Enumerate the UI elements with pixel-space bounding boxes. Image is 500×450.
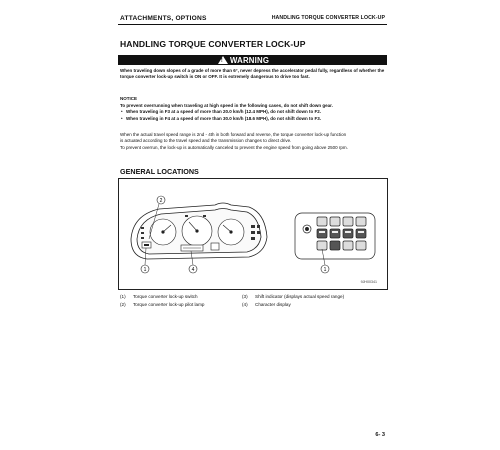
body-line: is actuated according to the travel speed and the transmission changes to direct drive. <box>120 138 292 144</box>
body-line: When the actual travel speed range is 2nd - 4th in both forward and reverse, the torque converter lock-up function <box>120 132 347 137</box>
caption-row <box>120 301 388 309</box>
caption-text: Character display <box>255 302 291 307</box>
caption-item <box>242 301 388 309</box>
figure-captions <box>120 293 388 309</box>
caption-number: (4) <box>242 302 248 307</box>
notice-heading: NOTICE <box>120 96 138 101</box>
instrument-panel-illustration <box>119 179 387 289</box>
notice-bullet: • When traveling in F4 at a speed of more than 30.0 km/h (18.6 MPH), do not shift down to F3. <box>120 116 388 122</box>
warning-exclamation-icon: ! <box>221 57 223 64</box>
caption-number: (1) <box>120 294 126 299</box>
caption-text: Torque converter lock-up pilot lamp <box>133 302 205 307</box>
caption-row <box>120 293 388 301</box>
callout-2: 2 <box>159 198 163 204</box>
header-rule <box>118 24 387 25</box>
locations-figure <box>118 178 388 290</box>
notice-body <box>120 103 388 122</box>
callout-4: 4 <box>191 267 195 273</box>
caption-text: Shift indicator (displays actual speed range) <box>255 294 345 299</box>
warning-triangle-icon <box>218 56 228 64</box>
running-header-right: HANDLING TORQUE CONVERTER LOCK-UP <box>271 15 385 21</box>
callout-1b: 1 <box>323 267 327 273</box>
callout-1: 1 <box>143 267 147 273</box>
gauge-cluster <box>150 216 244 246</box>
switch-panel <box>295 213 375 259</box>
body-line: To prevent overrun, the lock-up is automatically canceled to prevent the engine speed from going above 2500 rpm. <box>120 144 348 150</box>
body-paragraph <box>120 132 388 151</box>
caption-item <box>120 293 242 301</box>
page-number: 6- 3 <box>375 432 385 438</box>
page-title: HANDLING TORQUE CONVERTER LOCK-UP <box>120 39 306 49</box>
shift-indicator <box>211 243 219 250</box>
caption-text: Torque converter lock-up switch <box>133 294 198 299</box>
section-title: GENERAL LOCATIONS <box>120 167 199 176</box>
notice-intro: To prevent overrunning when traveling at high speed in the following cases, do not shift down gear. <box>120 103 333 108</box>
caption-item <box>242 293 388 301</box>
caption-number: (2) <box>120 302 126 307</box>
warning-text: When traveling down slopes of a grade of more than 6°, never depress the accelerator pedal fully, regardless of whether the torque converter lock-up switch is ON or OFF. It is extremely dangerous to drive too fast. <box>120 68 385 80</box>
caption-item <box>120 301 242 309</box>
warning-label: WARNING <box>230 55 270 65</box>
running-header-left: ATTACHMENTS, OPTIONS <box>120 15 207 22</box>
caption-number: (3) <box>242 294 248 299</box>
figure-code: 9JH00341 <box>360 280 377 284</box>
notice-bullet: • When traveling in F3 at a speed of more than 20.0 km/h (12.4 MPH), do not shift down to F2. <box>120 109 388 115</box>
